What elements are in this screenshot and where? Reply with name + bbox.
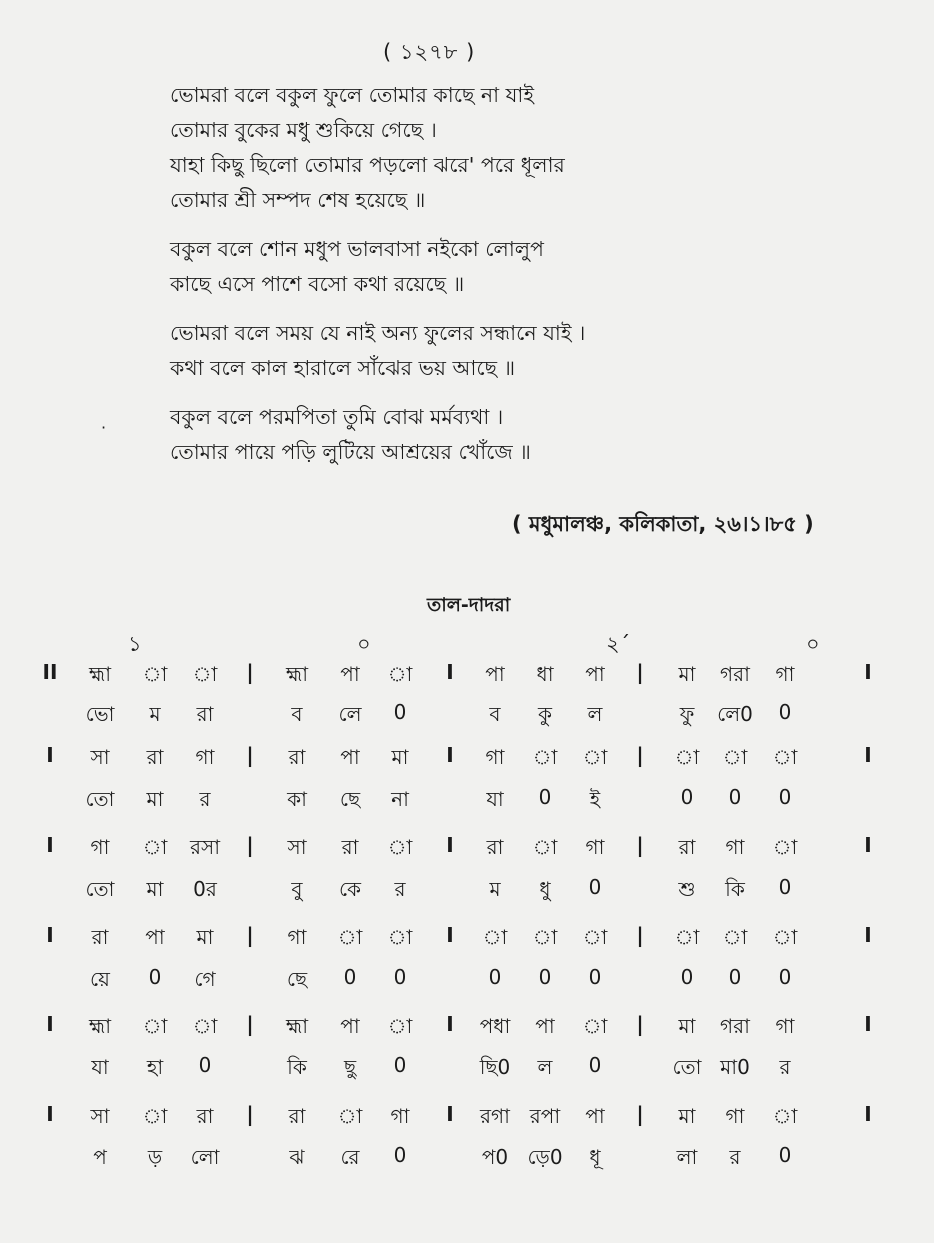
bar-line: | — [636, 1012, 644, 1036]
bar-line: I — [46, 1102, 54, 1126]
notation-lyric-row — [0, 700, 934, 740]
swara-note: মা — [678, 662, 696, 686]
swara-note: রপা — [529, 1104, 561, 1128]
lyric-syllable: ভো — [85, 702, 115, 726]
lyric-syllable: ই — [589, 787, 601, 811]
swara-note: পা — [340, 745, 360, 769]
lyric-syllable: র — [729, 1145, 741, 1169]
lyric-syllable: মা — [146, 787, 164, 811]
lyric-syllable: য়ে — [90, 967, 110, 991]
bar-line: I — [446, 660, 454, 684]
swara-note: া — [772, 835, 798, 859]
swara-note: গরা — [720, 1014, 750, 1038]
swara-note: রা — [486, 835, 504, 859]
bar-line: I — [46, 743, 54, 767]
swara-note: া — [192, 1014, 218, 1038]
swara-note: গা — [287, 925, 307, 949]
lyric-syllable: 0 — [538, 965, 552, 989]
poem-line: কথা বলে কাল হারালে সাঁঝের ভয় আছে ॥ — [170, 356, 516, 380]
swara-note: পা — [485, 662, 505, 686]
swara-note: া — [532, 925, 558, 949]
lyric-syllable: র — [779, 1055, 791, 1079]
bar-line: II — [42, 660, 58, 684]
swara-note: ধা — [536, 662, 554, 686]
notation-lyric-row — [0, 965, 934, 1005]
swara-note: মা — [678, 1014, 696, 1038]
swara-note: গা — [725, 835, 745, 859]
swara-note: রা — [146, 745, 164, 769]
notation-lyric-row — [0, 875, 934, 915]
lyric-syllable: কা — [287, 787, 307, 811]
lyric-syllable: কি — [287, 1055, 307, 1079]
bar-line: I — [864, 833, 872, 857]
lyric-syllable: লে — [338, 702, 362, 726]
bar-line: | — [246, 923, 254, 947]
swara-note: া — [142, 662, 168, 686]
bar-line: I — [46, 1012, 54, 1036]
lyric-syllable: 0 — [778, 700, 792, 724]
bar-line: | — [246, 1102, 254, 1126]
poem-line: তোমার পায়ে পড়ি লুটিয়ে আশ্রয়ের খোঁজে ॥ — [170, 440, 531, 464]
bar-line: | — [246, 660, 254, 684]
notation-swara-row — [0, 833, 934, 873]
swara-note: া — [482, 925, 508, 949]
bar-line: I — [446, 833, 454, 857]
swara-note: রা — [91, 925, 109, 949]
swara-note: মা — [196, 925, 214, 949]
swara-note: া — [722, 745, 748, 769]
lyric-syllable: যা — [486, 787, 504, 811]
swara-note: হ্মা — [88, 1014, 112, 1038]
lyric-syllable: তো — [85, 787, 115, 811]
notation-swara-row — [0, 923, 934, 963]
lyric-syllable: ছে — [286, 967, 308, 991]
poem-stanza — [170, 400, 890, 470]
swara-note: া — [532, 835, 558, 859]
swara-note: া — [387, 835, 413, 859]
swara-note: পা — [535, 1014, 555, 1038]
lyric-syllable: 0 — [393, 700, 407, 724]
swara-note: হ্মা — [88, 662, 112, 686]
lyric-syllable: ড় — [147, 1145, 163, 1169]
lyric-syllable: 0 — [728, 965, 742, 989]
swara-note: া — [582, 925, 608, 949]
poem-line: তোমার বুকের মধু শুকিয়ে গেছে । — [170, 118, 437, 142]
lyric-syllable: ঝ — [289, 1145, 305, 1169]
lyric-syllable: গে — [194, 967, 216, 991]
poem-line: বকুল বলে পরমপিতা তুমি বোঝ মর্মব্যথা । — [170, 405, 504, 429]
poem-stanza — [170, 316, 890, 386]
swara-note: রা — [341, 835, 359, 859]
swara-note: া — [142, 835, 168, 859]
lyric-syllable: র — [199, 787, 211, 811]
lyric-syllable: ল — [537, 1055, 553, 1079]
swara-note: পা — [340, 662, 360, 686]
lyric-syllable: লো — [190, 1145, 220, 1169]
swara-note: া — [674, 745, 700, 769]
bar-line: | — [246, 743, 254, 767]
poem — [170, 78, 890, 484]
poem-line: ভোমরা বলে সময় যে নাই অন্য ফুলের সন্ধানে যাই । — [170, 321, 586, 345]
swara-note: রসা — [189, 835, 221, 859]
lyric-syllable: শু — [678, 877, 696, 901]
swara-note: মা — [391, 745, 409, 769]
poem-line: তোমার শ্রী সম্পদ শেষ হয়েছে ॥ — [170, 188, 426, 212]
swara-note: া — [772, 925, 798, 949]
bar-line: I — [446, 923, 454, 947]
source-citation: ( মধুমালঞ্চ, কলিকাতা, ২৬।১।৮৫ ) — [512, 512, 814, 536]
swara-note: া — [772, 745, 798, 769]
swara-note: গা — [485, 745, 505, 769]
lyric-syllable: ফু — [679, 702, 695, 726]
poem-stanza — [170, 78, 890, 218]
lyric-syllable: লা — [676, 1145, 698, 1169]
lyric-syllable: প0 — [481, 1145, 509, 1169]
lyric-syllable: ম — [489, 877, 501, 901]
lyric-syllable: যা — [91, 1055, 109, 1079]
swara-note: হ্মা — [285, 662, 309, 686]
lyric-syllable: তো — [672, 1055, 702, 1079]
lyric-syllable: 0 — [778, 965, 792, 989]
swara-note: গা — [195, 745, 215, 769]
bar-line: I — [864, 1102, 872, 1126]
lyric-syllable: ব — [291, 702, 303, 726]
swara-note: সা — [287, 835, 307, 859]
lyric-syllable: ধূ — [589, 1145, 601, 1169]
swara-note: া — [337, 925, 363, 949]
lyric-syllable: ড়ে0 — [527, 1145, 563, 1169]
swara-note: পা — [585, 662, 605, 686]
bar-line: | — [246, 1012, 254, 1036]
lyric-syllable: ব — [489, 702, 501, 726]
swara-note: রা — [288, 1104, 306, 1128]
lyric-syllable: রা — [196, 702, 214, 726]
lyric-syllable: ছি0 — [479, 1055, 511, 1079]
lyric-syllable: তো — [85, 877, 115, 901]
beat-mark: ১ — [128, 632, 142, 656]
swara-note: া — [582, 745, 608, 769]
swara-note: গা — [390, 1104, 410, 1128]
poem-line: কাছে এসে পাশে বসো কথা রয়েছে ॥ — [170, 272, 465, 296]
lyric-syllable: 0 — [148, 965, 162, 989]
lyric-syllable: 0 — [588, 1053, 602, 1077]
bar-line: I — [46, 923, 54, 947]
notation-swara-row — [0, 743, 934, 783]
bar-line: I — [46, 833, 54, 857]
swara-note: পা — [340, 1014, 360, 1038]
beat-mark: ২´ — [606, 632, 631, 656]
lyric-syllable: ছু — [343, 1055, 357, 1079]
swara-note: রা — [196, 1104, 214, 1128]
swara-note: া — [337, 1104, 363, 1128]
lyric-syllable: হা — [146, 1055, 164, 1079]
beat-mark: ০ — [806, 632, 820, 656]
lyric-syllable: 0 — [488, 965, 502, 989]
lyric-syllable: প — [93, 1145, 107, 1169]
swara-note: পা — [145, 925, 165, 949]
lyric-syllable: র — [394, 877, 406, 901]
page-number: ( ১২৭৮ ) — [383, 40, 476, 64]
bar-line: | — [636, 660, 644, 684]
beat-mark: ০ — [357, 632, 371, 656]
swara-note: গা — [775, 662, 795, 686]
swara-note: া — [387, 662, 413, 686]
lyric-syllable: 0 — [778, 785, 792, 809]
swara-note: া — [387, 1014, 413, 1038]
lyric-syllable: 0 — [538, 785, 552, 809]
lyric-syllable: ধু — [539, 877, 551, 901]
lyric-syllable: মা — [146, 877, 164, 901]
bar-line: | — [636, 1102, 644, 1126]
lyric-syllable: 0 — [588, 965, 602, 989]
lyric-syllable: 0র — [193, 877, 217, 901]
lyric-syllable: কু — [538, 702, 552, 726]
lyric-syllable: 0 — [343, 965, 357, 989]
tala-title: তাল-দাদরা — [427, 594, 511, 616]
swara-note: া — [142, 1014, 168, 1038]
swara-note: া — [192, 662, 218, 686]
swara-note: রা — [288, 745, 306, 769]
lyric-syllable: মা0 — [720, 1055, 750, 1079]
swara-note: রগা — [480, 1104, 510, 1128]
lyric-syllable: ম — [149, 702, 161, 726]
bar-line: | — [636, 833, 644, 857]
swara-note: া — [722, 925, 748, 949]
lyric-syllable: ছে — [339, 787, 361, 811]
lyric-syllable: 0 — [680, 785, 694, 809]
bar-line: I — [864, 923, 872, 947]
bar-line: I — [446, 1102, 454, 1126]
stray-mark: · — [101, 418, 107, 437]
swara-note: া — [772, 1104, 798, 1128]
lyric-syllable: 0 — [728, 785, 742, 809]
bar-line: I — [864, 1012, 872, 1036]
poem-line: বকুল বলে শোন মধুপ ভালবাসা নইকো লোলুপ — [170, 237, 544, 261]
notation-lyric-row — [0, 785, 934, 825]
swara-note: গা — [775, 1014, 795, 1038]
poem-line: ভোমরা বলে বকুল ফুলে তোমার কাছে না যাই — [170, 83, 534, 107]
swara-note: সা — [90, 745, 110, 769]
swara-note: া — [582, 1014, 608, 1038]
lyric-syllable: 0 — [588, 875, 602, 899]
swara-note: হ্মা — [285, 1014, 309, 1038]
bar-line: | — [246, 833, 254, 857]
notation-swara-row — [0, 1102, 934, 1142]
lyric-syllable: 0 — [393, 965, 407, 989]
lyric-syllable: 0 — [778, 1143, 792, 1167]
swara-note: মা — [678, 1104, 696, 1128]
swara-note: গা — [585, 835, 605, 859]
lyric-syllable: ল — [587, 702, 603, 726]
swara-note: া — [674, 925, 700, 949]
swara-note: া — [142, 1104, 168, 1128]
bar-line: I — [864, 660, 872, 684]
notation-swara-row — [0, 660, 934, 700]
swara-note: া — [532, 745, 558, 769]
bar-line: I — [446, 743, 454, 767]
lyric-syllable: 0 — [393, 1053, 407, 1077]
lyric-syllable: 0 — [198, 1053, 212, 1077]
bar-line: I — [446, 1012, 454, 1036]
lyric-syllable: কে — [338, 877, 362, 901]
swara-note: পধা — [479, 1014, 511, 1038]
swara-note: গরা — [720, 662, 750, 686]
lyric-syllable: বু — [291, 877, 303, 901]
bar-line: | — [636, 743, 644, 767]
lyric-syllable: 0 — [680, 965, 694, 989]
bar-line: | — [636, 923, 644, 947]
swara-note: পা — [585, 1104, 605, 1128]
notation-lyric-row — [0, 1053, 934, 1093]
notation-swara-row — [0, 1012, 934, 1052]
swara-note: া — [387, 925, 413, 949]
lyric-syllable: 0 — [393, 1143, 407, 1167]
lyric-syllable: লে0 — [717, 702, 753, 726]
poem-stanza — [170, 232, 890, 302]
lyric-syllable: 0 — [778, 875, 792, 899]
lyric-syllable: রে — [340, 1145, 360, 1169]
poem-line: যাহা কিছু ছিলো তোমার পড়লো ঝরে' পরে ধূলার — [170, 153, 565, 177]
bar-line: I — [864, 743, 872, 767]
swara-note: রা — [678, 835, 696, 859]
lyric-syllable: না — [391, 787, 409, 811]
swara-note: গা — [90, 835, 110, 859]
swara-note: গা — [725, 1104, 745, 1128]
notation-lyric-row — [0, 1143, 934, 1183]
swara-note: সা — [90, 1104, 110, 1128]
lyric-syllable: কি — [725, 877, 745, 901]
